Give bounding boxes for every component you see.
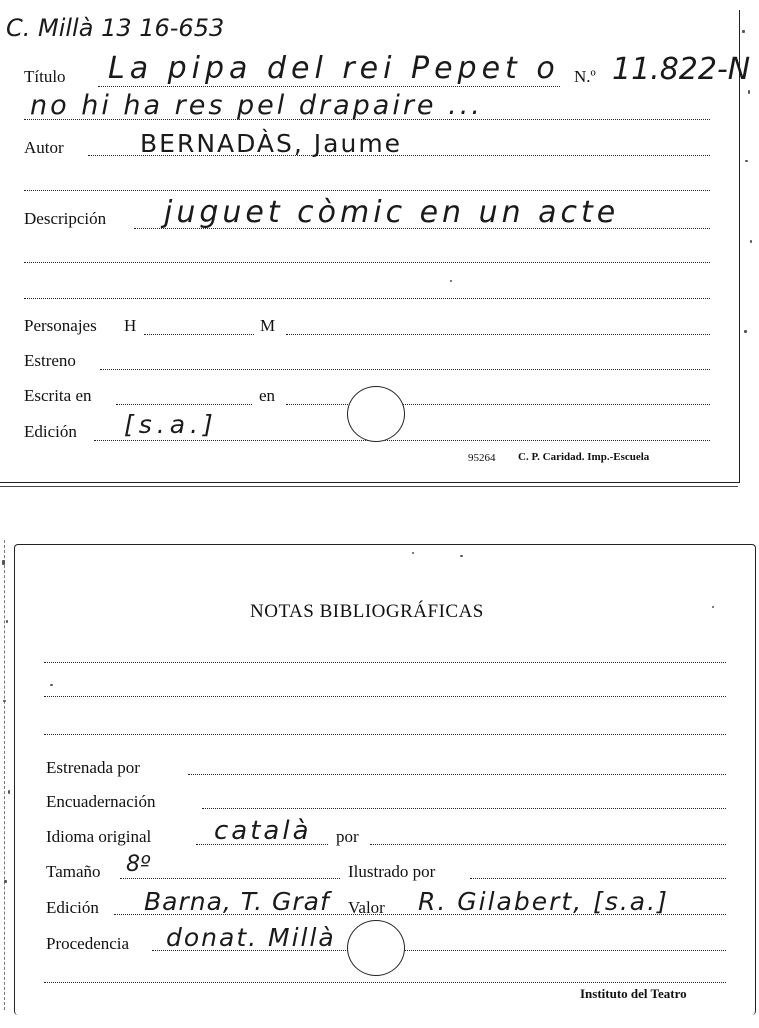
personajes-m-label: M [260,316,276,335]
procedencia-value: donat. Millà [166,923,336,952]
descripcion-value: juguet còmic en un acte [164,195,620,230]
escrita-line [116,404,252,405]
estrenada-line [188,774,726,775]
edicion2-value: Barna, T. Graf [144,887,330,916]
valor-value: R. Gilabert, [s.a.] [418,887,669,916]
encuadernacion-line [202,808,726,809]
estrenada-label: Estrenada por [46,758,140,777]
personajes-h-line [144,334,254,335]
personajes-label: Personajes [24,316,97,335]
ilustrado-label: Ilustrado por [348,862,436,881]
descripcion-label: Descripción [24,209,107,228]
ilustrado-line [470,878,726,879]
descripcion-line-3 [24,298,710,299]
punch-hole-2 [347,920,405,976]
autor-value: BERNADÀS, Jaume [140,129,403,158]
notas-line-2 [44,696,726,697]
tamano-label: Tamaño [46,862,101,881]
idioma-label: Idioma original [46,827,152,846]
valor-label: Valor [348,898,385,917]
escrita-en-label: en [259,386,276,405]
estreno-line [100,369,710,370]
card2-left-edge [4,540,5,1010]
notas-line-3 [44,734,726,735]
edicion-value: [s.a.] [124,410,218,439]
card1-bottom-edge [0,486,738,487]
por-label: por [336,827,359,846]
personajes-h-label: H [124,316,137,335]
tamano-line [120,878,340,879]
edicion-line [94,440,710,441]
card2-heading: NOTAS BIBLIOGRÁFICAS [250,601,484,622]
call-number-note: C. Millà 13 16-653 [6,14,225,42]
titulo-value-line-1: La pipa del rei Pepet o [108,51,560,86]
autor-label: Autor [24,138,64,157]
idioma-value: català [214,816,312,846]
procedencia-label: Procedencia [46,934,130,953]
printer-number: 95264 [468,452,496,464]
numero-label: N.º [574,67,596,86]
estreno-label: Estreno [24,351,76,370]
titulo-value-line-2: no hi ha res pel drapaire ... [30,90,483,121]
escrita-label: Escrita en [24,386,92,405]
notas-bottom-line [44,982,726,983]
titulo-label: Título [24,67,66,86]
edicion2-label: Edición [46,898,99,917]
numero-value: 11.822-N [612,52,751,87]
card2-footer: Instituto del Teatro [580,986,687,1001]
autor-line-2 [24,190,710,191]
titulo-line-1 [98,86,560,87]
punch-hole [347,386,405,442]
personajes-m-line [286,334,710,335]
notas-line-1 [44,662,726,663]
por-line [370,844,726,845]
tamano-value: 8º [126,852,151,877]
printer-name: C. P. Caridad. Imp.-Escuela [518,451,650,463]
encuadernacion-label: Encuadernación [46,792,156,811]
descripcion-line-2 [24,262,710,263]
edicion-label: Edición [24,422,77,441]
